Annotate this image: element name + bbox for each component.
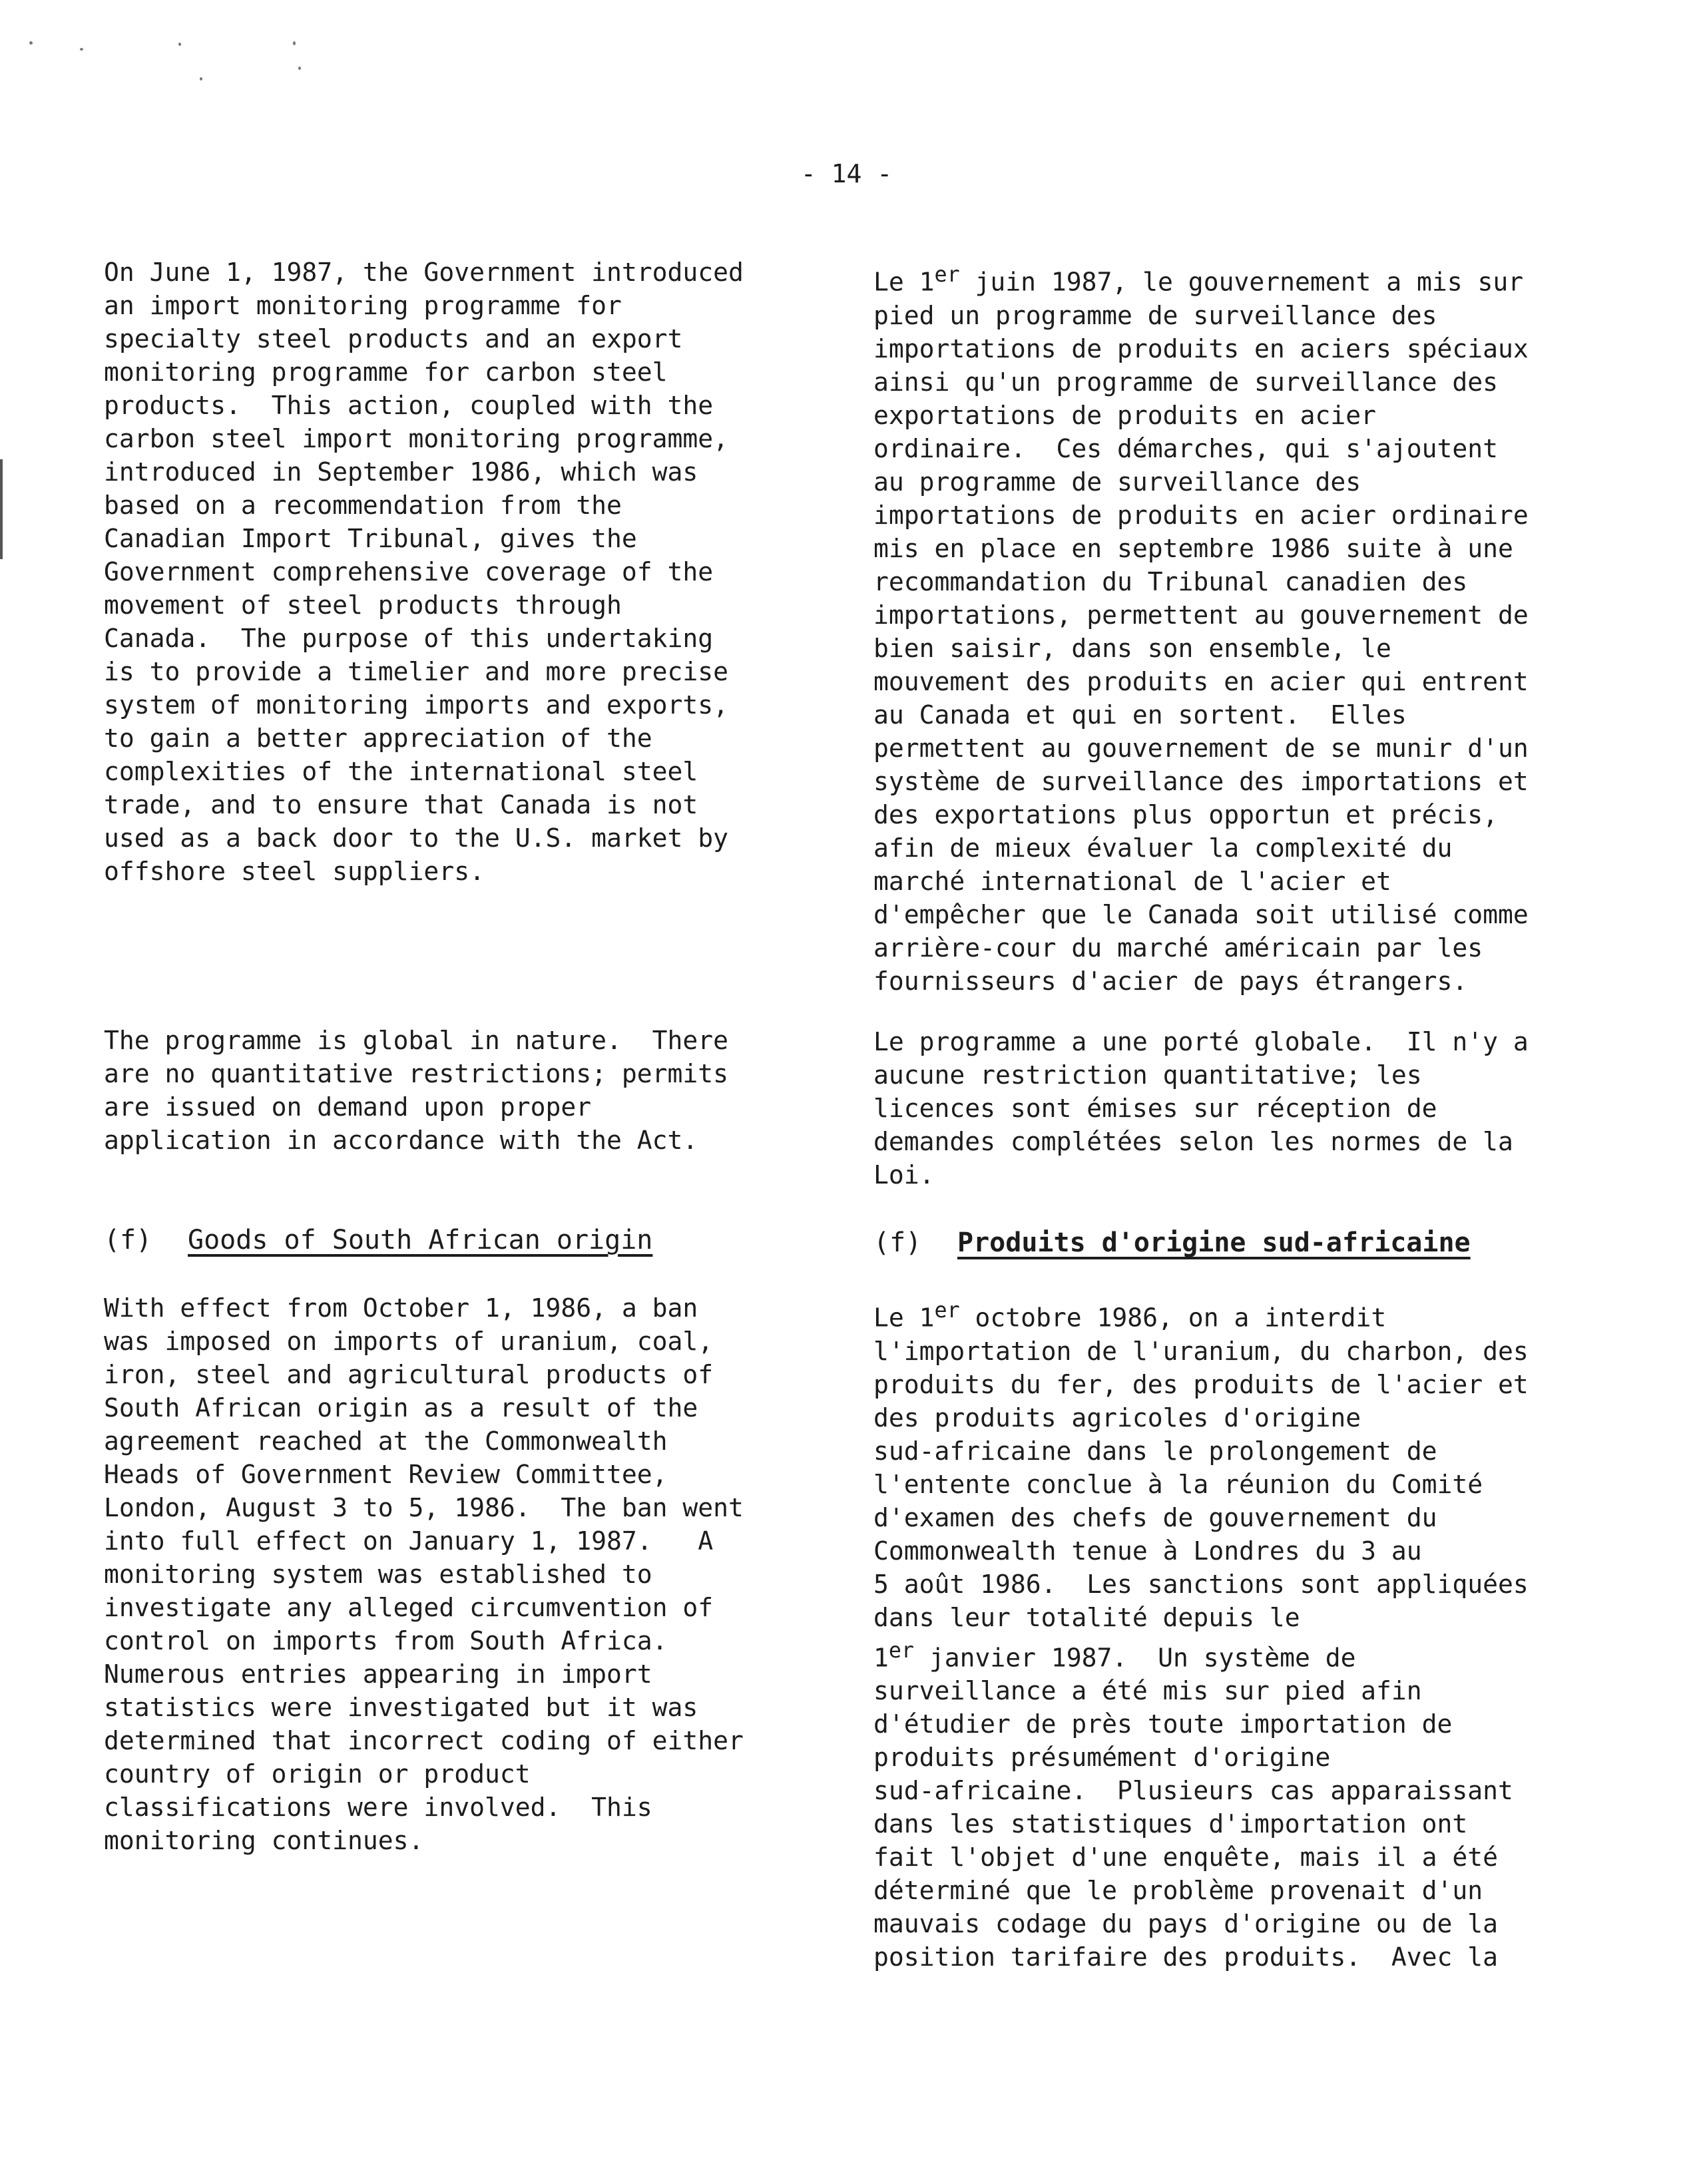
right-section-heading — [873, 1226, 1471, 1259]
scan-speck — [200, 77, 202, 81]
right-p1-prefix: Le 1 — [873, 267, 935, 297]
right-paragraph-3 — [873, 1294, 1529, 1974]
left-paragraph-2: The programme is global in nature. There are no quantitative restrictions; permits are issued on demand upon proper application in accordance with the Act. — [104, 1026, 728, 1155]
page-number: - 14 - — [800, 159, 893, 188]
left-section-heading — [104, 1223, 652, 1257]
right-heading-title: Produits d'origine sud-africaine — [957, 1227, 1471, 1258]
right-heading-label: (f) — [873, 1227, 922, 1258]
right-p1-superscript: er — [934, 263, 960, 287]
left-paragraph-3: With effect from October 1, 1986, a ban was imposed on imports of uranium, coal, iron, steel and agricultural products of South African origin as a result of the agreement reached at the Commonwealth Heads of Government Review Committee, London, August 3 to 5, 1986. The ban went into full effect on January 1, 1987. A monitoring system was established to investigate any alleged circumvention of control on imports from South Africa. Numerous entries appearing in import statistics were investigated but it was determined that incorrect coding of either country of origin or product classifications were involved. This monitoring continues. — [104, 1293, 744, 1855]
right-p3-superscript-2: er — [888, 1638, 915, 1663]
left-paragraph-1: On June 1, 1987, the Government introduced an import monitoring programme for specialty steel products and an export monitoring programme for carbon steel products. This action, coupled with the carbon steel import monitoring programme, introduced in September 1986, which was based on a recommendation from the Canadian Import Tribunal, gives the Government comprehensive coverage of the movement of steel products through Canada. The purpose of this undertaking is to provide a timelier and more precise system of monitoring imports and exports, to gain a better appreciation of the complexities of the international steel trade, and to ensure that Canada is not used as a back door to the U.S. market by offshore steel suppliers. — [104, 258, 744, 886]
right-p1-body: juin 1987, le gouvernement a mis sur pied un programme de surveillance des importations de produits en aciers spéciaux ainsi qu'un programme de surveillance des exportations de produits en acier ordinaire. Ces démarches, qui s'ajoutent au programme de surveillance des importations de produits en acier ordinaire mis en place en septembre 1986 suite à une recommandation du Tribunal canadien des importations, permettent au gouvernement de bien saisir, dans son ensemble, le mouvement des produits en acier qui entrent au Canada et qui en sortent. Elles permettent au gouvernement de se munir d'un système de surveillance des importations et des exportations plus opportun et précis, afin de mieux évaluer la complexité du marché international de l'acier et d'empêcher que le Canada soit utilisé comme arrière-cour du marché américain par les fournisseurs d'acier de pays étrangers. — [873, 267, 1529, 996]
scan-speck — [293, 41, 296, 45]
scan-speck — [178, 43, 181, 46]
scan-speck — [298, 67, 301, 70]
scan-speck — [29, 41, 33, 45]
right-paragraph-2: Le programme a une porté globale. Il n'y a aucune restriction quantitative; les licences sont émises sur réception de demandes complétées selon les normes de la Loi. — [873, 1027, 1529, 1190]
right-paragraph-1 — [873, 258, 1529, 998]
right-p3-prefix: Le 1 — [873, 1303, 935, 1333]
right-p3-body-1: octobre 1986, on a interdit l'importation de l'uranium, du charbon, des produits du fer, des produits de l'acier et des produits agricoles d'origine sud-africaine dans le prolongement de l'entente conclue à la réunion du Comité d'examen des chefs de gouvernement du Commonwealth tenue à Londres du 3 au 5 août 1986. Les sanctions sont appliquées dans leur totalité depuis le 1 — [873, 1303, 1529, 1673]
left-heading-title: Goods of South African origin — [188, 1225, 653, 1255]
scan-speck — [80, 48, 83, 51]
right-p3-superscript: er — [934, 1299, 960, 1323]
right-p3-body-2: janvier 1987. Un système de surveillance a été mis sur pied afin d'étudier de près toute importation de produits présumément d'origine sud-africaine. Plusieurs cas apparaissant dans les statistiques d'importation ont fait l'objet d'une enquête, mais il a été déterminé que le problème provenait d'un mauvais codage du pays d'origine ou de la position tarifaire des produits. Avec la — [873, 1643, 1513, 1972]
left-heading-label: (f) — [104, 1225, 152, 1255]
margin-mark — [0, 459, 3, 559]
